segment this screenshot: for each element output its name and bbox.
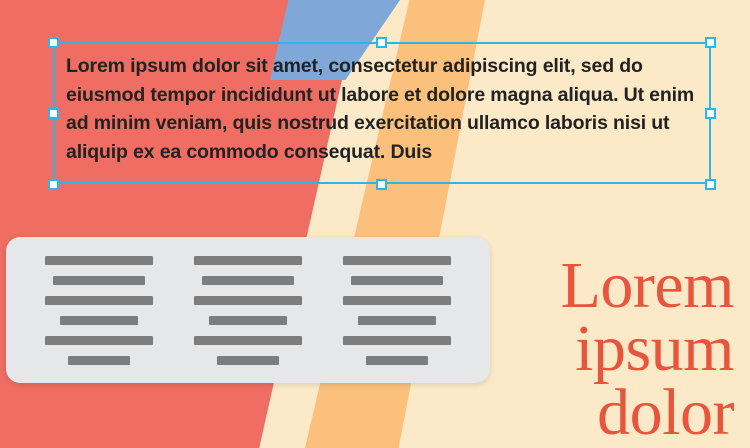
placeholder-column bbox=[335, 256, 459, 365]
placeholder-bar bbox=[45, 336, 153, 345]
placeholder-bar bbox=[194, 256, 302, 265]
placeholder-bar bbox=[53, 276, 145, 285]
placeholder-bar bbox=[194, 336, 302, 345]
placeholder-bar bbox=[217, 356, 279, 365]
headline-line-3: dolor bbox=[597, 375, 734, 448]
resize-handle-bottom-center[interactable] bbox=[376, 179, 387, 190]
resize-handle-middle-right[interactable] bbox=[705, 108, 716, 119]
placeholder-bar bbox=[343, 296, 451, 305]
headline-line-2: ipsum bbox=[575, 312, 734, 386]
resize-handle-top-center[interactable] bbox=[376, 37, 387, 48]
placeholder-bar bbox=[45, 256, 153, 265]
placeholder-column bbox=[186, 256, 310, 365]
placeholder-bar bbox=[343, 336, 451, 345]
placeholder-bar bbox=[194, 296, 302, 305]
placeholder-bar bbox=[209, 316, 287, 325]
text-box-content[interactable]: Lorem ipsum dolor sit amet, consectetur adipiscing elit, sed do eiusmod tempor incididunt ut labore et dolore magna aliqua. Ut enim ad minim veniam, quis nostrud exercitation ullamco laboris nisi ut aliquip ex ea commodo consequat. Duis bbox=[66, 55, 695, 163]
placeholder-bar bbox=[202, 276, 294, 285]
resize-handle-bottom-left[interactable] bbox=[48, 179, 59, 190]
placeholder-bar bbox=[351, 276, 443, 285]
headline-text[interactable] bbox=[560, 248, 734, 448]
placeholder-bar bbox=[68, 356, 130, 365]
resize-handle-bottom-right[interactable] bbox=[705, 179, 716, 190]
placeholder-bar bbox=[358, 316, 436, 325]
placeholder-bar bbox=[45, 296, 153, 305]
placeholder-card[interactable] bbox=[6, 237, 490, 383]
placeholder-bar bbox=[343, 256, 451, 265]
placeholder-bar bbox=[60, 316, 138, 325]
resize-handle-top-left[interactable] bbox=[48, 37, 59, 48]
placeholder-bar bbox=[366, 356, 428, 365]
resize-handle-middle-left[interactable] bbox=[48, 108, 59, 119]
resize-handle-top-right[interactable] bbox=[705, 37, 716, 48]
headline-line-1: Lorem bbox=[560, 248, 734, 322]
placeholder-column bbox=[37, 256, 161, 365]
